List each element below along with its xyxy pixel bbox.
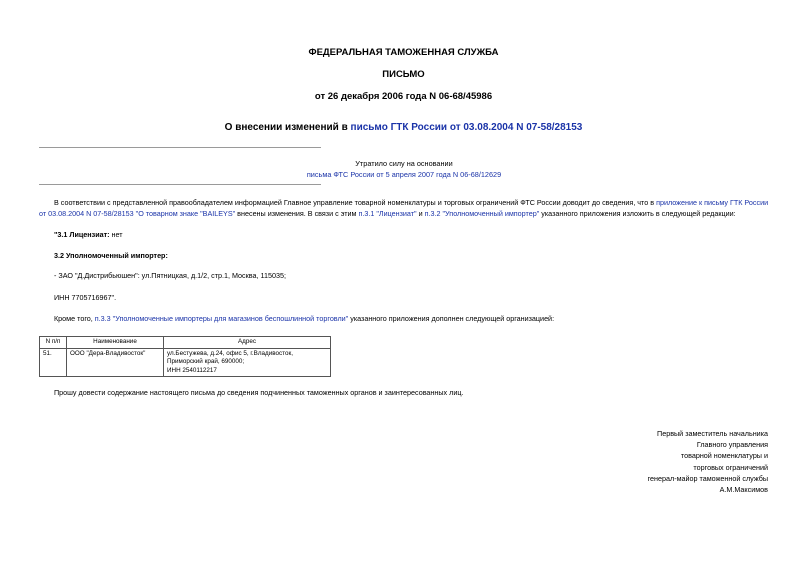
intro-text-end: указанного приложения изложить в следующей редакции:: [539, 209, 736, 218]
addition-text-start: Кроме того,: [54, 314, 95, 323]
column-header-number: N п/п: [40, 337, 67, 349]
intro-appendix-link[interactable]: приложение к письму ГТК России от 03.08.2004 N 07-58/28153 "О товарном знаке "BAILEYS": [39, 198, 769, 218]
signature-line: торговых ограничений: [693, 462, 768, 472]
agency-title: ФЕДЕРАЛЬНАЯ ТАМОЖЕННАЯ СЛУЖБА: [308, 47, 499, 58]
licensee-line: [54, 229, 123, 240]
column-header-name: Наименование: [67, 337, 164, 349]
addition-p33-link[interactable]: п.3.3 "Уполномоченные импортеры для магазинов беспошлинной торговли": [94, 314, 349, 323]
repeal-link[interactable]: письма ФТС России от 5 апреля 2007 года N 06-68/12629: [306, 170, 502, 179]
repeal-text: Утратило силу на основании: [355, 159, 453, 168]
document-type: ПИСЬМО: [382, 69, 425, 80]
subject-link[interactable]: письмо ГТК России от 03.08.2004 N 07-58/28153: [350, 122, 583, 133]
address-line: ул.Бестужева, д.24, офис 5, г.Владивосток,: [167, 349, 293, 357]
importer-heading: 3.2 Уполномоченный импортер:: [54, 251, 168, 260]
intro-text-mid2: и: [416, 209, 425, 218]
address-inn: ИНН 2540112217: [167, 366, 217, 374]
divider-bottom: [39, 184, 321, 185]
intro-p32-link[interactable]: п.3.2 "Уполномоченный импортер": [424, 209, 540, 218]
divider-top: [39, 147, 321, 148]
intro-text-mid1: внесены изменения. В связи с этим: [235, 209, 359, 218]
signer-name: А.М.Максимов: [719, 485, 768, 495]
licensee-label: "3.1 Лицензиат:: [54, 230, 110, 239]
table-row: [40, 348, 331, 377]
column-header-address: Адрес: [164, 337, 331, 349]
organizations-table: [39, 336, 331, 377]
addition-paragraph: [54, 313, 554, 324]
cell-address: [164, 348, 331, 377]
signature-line: товарной номенклатуры и: [680, 451, 768, 461]
licensee-value: нет: [109, 230, 123, 239]
document-date-number: от 26 декабря 2006 года N 06-68/45986: [314, 91, 493, 102]
repeal-note: [300, 158, 508, 180]
closing-paragraph: Прошу довести содержание настоящего письма до сведения подчиненных таможенных органов и заинтересованных лиц.: [54, 388, 464, 397]
cell-name: ООО "Дера-Владивосток": [67, 348, 164, 377]
signature-block: [600, 428, 768, 495]
intro-paragraph: [39, 197, 774, 219]
intro-p31-link[interactable]: п.3.1 "Лицензиат": [358, 209, 417, 218]
addition-text-end: указанного приложения дополнен следующей организацией:: [348, 314, 555, 323]
signature-line: Главного управления: [696, 440, 768, 450]
importer-address-line: - ЗАО "Д.Дистрибьюшен": ул.Пятницкая, д.1/2, стр.1, Москва, 115035;: [54, 271, 286, 280]
importer-inn-line: ИНН 7705716967".: [54, 293, 117, 302]
intro-text-start: В соответствии с представленной правообладателем информацией Главное управление товарной номенклатуры и торговых ограничений ФТС России доводит до сведения, что в: [54, 198, 657, 207]
document-subject: [0, 122, 807, 133]
subject-prefix: О внесении изменений в: [224, 122, 351, 133]
table-header-row: [40, 337, 331, 349]
cell-number: 51.: [40, 348, 67, 377]
signature-line: Первый заместитель начальника: [657, 429, 768, 438]
address-line: Приморский край, 690000;: [167, 358, 245, 365]
signature-line: генерал-майор таможенной службы: [647, 473, 768, 483]
